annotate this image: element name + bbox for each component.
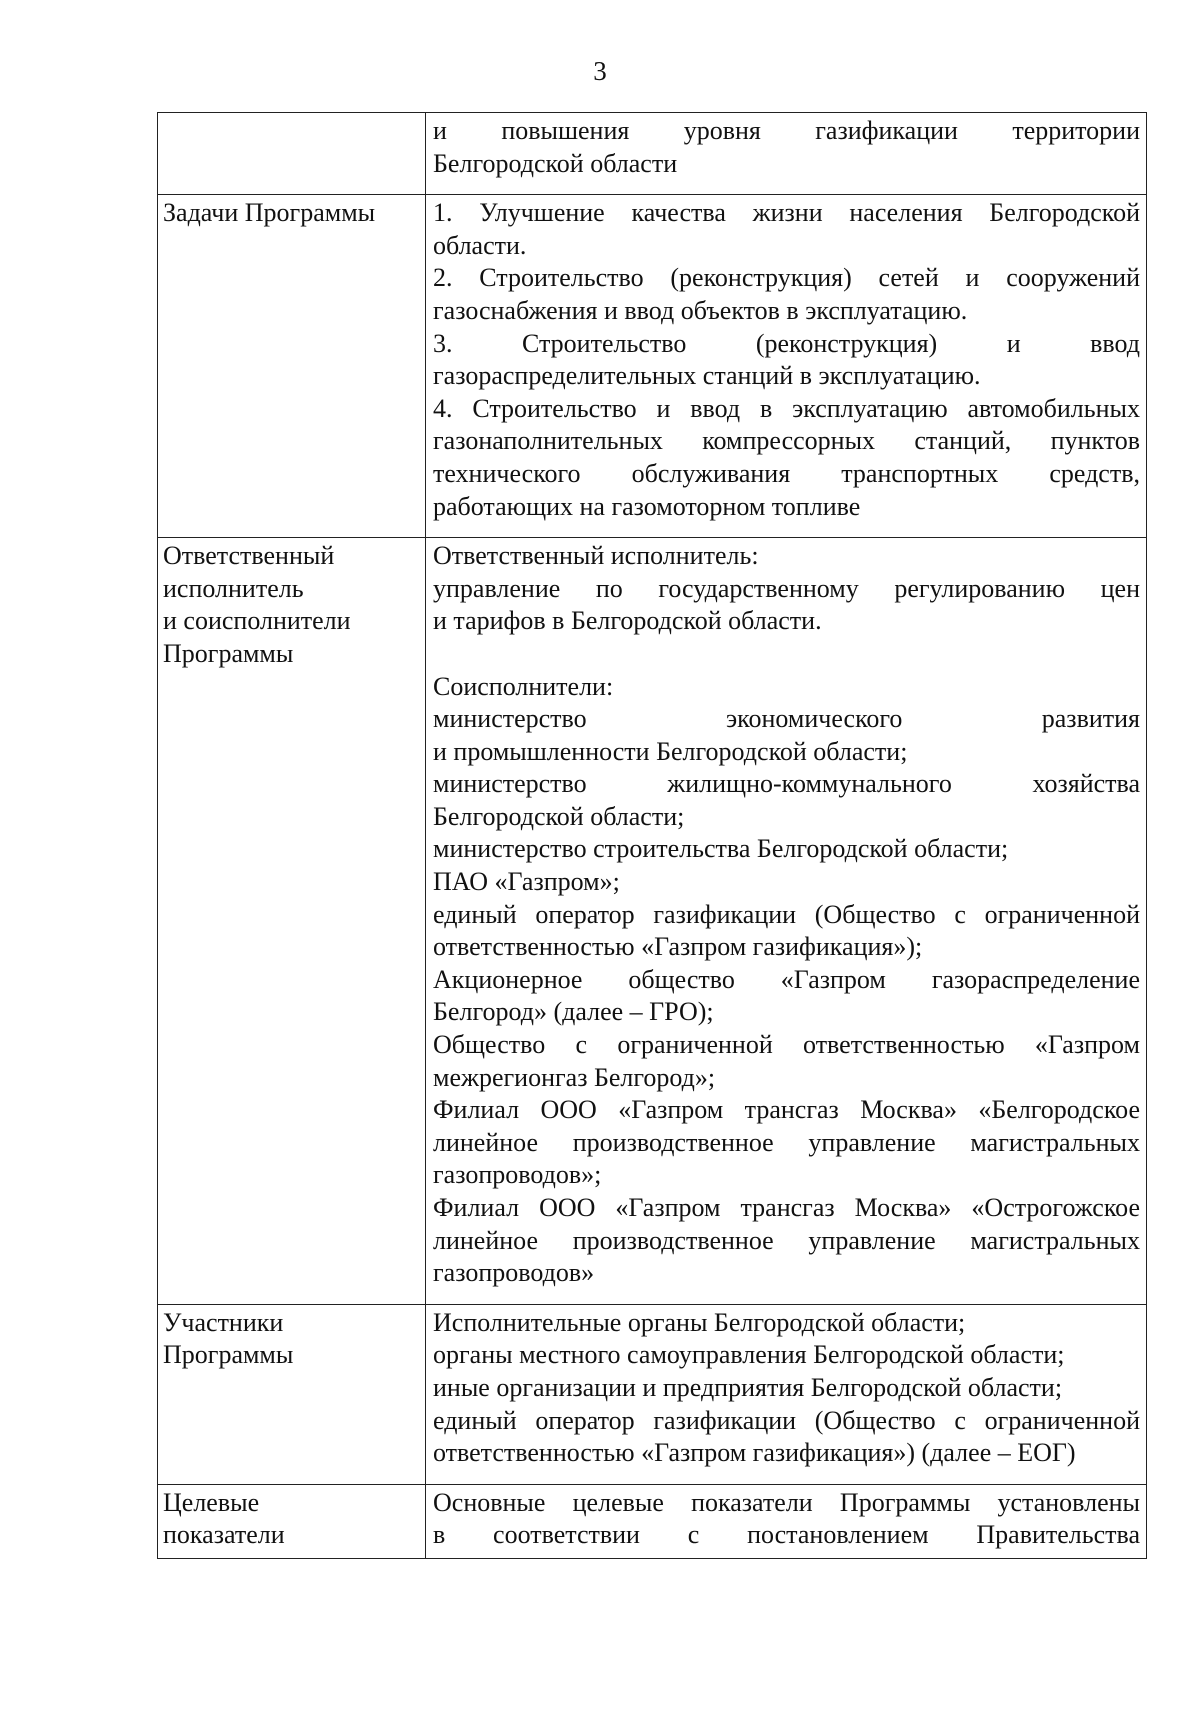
row-content-cell — [426, 1304, 1147, 1484]
content-line: Акционерное общество «Газпром газораспределение — [433, 964, 1140, 994]
content-line: газопроводов» — [433, 1258, 595, 1288]
content-line: 4. Строительство и ввод в эксплуатацию автомобильных — [433, 393, 1140, 423]
content-line: в соответствии с постановлением Правительства — [433, 1520, 1140, 1550]
content-line: органы местного самоуправления Белгородской области; — [433, 1340, 1065, 1370]
row-label-line: Участники — [163, 1307, 284, 1337]
content-line: Белгородской области; — [433, 801, 685, 831]
content-line: министерство экономического развития — [433, 704, 1140, 734]
content-line: управление по государственному регулированию цен — [433, 573, 1140, 603]
content-line: межрегионгаз Белгород»; — [433, 1062, 716, 1092]
row-label-line: Целевые — [163, 1487, 260, 1517]
content-line: и тарифов в Белгородской области. — [433, 606, 822, 636]
row-content-cell — [426, 538, 1147, 1305]
row-label-line: показатели — [163, 1520, 285, 1550]
content-line: Исполнительные органы Белгородской области; — [433, 1307, 966, 1337]
content-line: линейное производственное управление магистральных — [433, 1225, 1140, 1255]
content-line: 1. Улучшение качества жизни населения Белгородской — [433, 198, 1140, 228]
content-line: линейное производственное управление магистральных — [433, 1127, 1140, 1157]
content-line: технического обслуживания транспортных средств, — [433, 458, 1140, 488]
content-line: Белгород» (далее – ГРО); — [433, 997, 714, 1027]
row-label-line: и соисполнители — [163, 606, 351, 636]
content-line: ПАО «Газпром»; — [433, 867, 620, 897]
content-line: газонаполнительных компрессорных станций, пунктов — [433, 426, 1140, 456]
content-line: Филиал ООО «Газпром трансгаз Москва» «Острогожское — [433, 1193, 1140, 1222]
content-line: ответственностью «Газпром газификация»); — [433, 932, 923, 962]
row-label-line: Программы — [163, 1340, 294, 1370]
row-label-line: Задачи Программы — [163, 198, 376, 228]
content-line: министерство жилищно-коммунального хозяйства — [433, 769, 1140, 799]
row-label-cell — [158, 1484, 426, 1558]
content-line: Белгородской области — [433, 148, 678, 178]
row-label-cell — [158, 1304, 426, 1484]
content-line: области. — [433, 230, 527, 260]
row-label-line: Программы — [163, 638, 294, 668]
content-line: газоснабжения и ввод объектов в эксплуатацию. — [433, 295, 968, 325]
content-line: Филиал ООО «Газпром трансгаз Москва» «Белгородское — [433, 1095, 1140, 1125]
content-line: и промышленности Белгородской области; — [433, 736, 908, 766]
row-label-line: Ответственный — [163, 541, 335, 571]
content-line: работающих на газомоторном топливе — [433, 491, 861, 521]
row-content-cell — [426, 113, 1147, 195]
content-line: и повышения уровня газификации территории — [433, 116, 1140, 145]
content-line: иные организации и предприятия Белгородской области; — [433, 1372, 1063, 1402]
content-line: Соисполнители: — [433, 671, 614, 701]
row-content-cell — [426, 1484, 1147, 1558]
content-line: единый оператор газификации (Общество с ограниченной — [433, 899, 1140, 929]
table-row — [158, 1484, 1147, 1558]
blank-line — [433, 638, 1140, 671]
row-label-line: исполнитель — [163, 573, 304, 603]
content-line: единый оператор газификации (Общество с ограниченной — [433, 1405, 1140, 1435]
content-line: 2. Строительство (реконструкция) сетей и сооружений — [433, 263, 1140, 293]
row-label-cell — [158, 195, 426, 538]
table-row — [158, 113, 1147, 195]
content-line: газопроводов»; — [433, 1160, 602, 1190]
table-row — [158, 195, 1147, 538]
content-line: Основные целевые показатели Программы установлены — [433, 1487, 1140, 1517]
content-line: ответственностью «Газпром газификация») (далее – ЕОГ) — [433, 1438, 1076, 1468]
row-label-cell — [158, 538, 426, 1305]
program-passport-table — [157, 112, 1147, 1559]
table-body — [158, 113, 1147, 1559]
table-row — [158, 538, 1147, 1305]
content-line: министерство строительства Белгородской области; — [433, 834, 1009, 864]
content-line: Общество с ограниченной ответственностью «Газпром — [433, 1030, 1140, 1060]
content-line: газораспределительных станций в эксплуатацию. — [433, 361, 981, 391]
content-line: 3. Строительство (реконструкция) и ввод — [433, 328, 1140, 358]
content-line: Ответственный исполнитель: — [433, 541, 759, 571]
row-label-cell — [158, 113, 426, 195]
page-number: 3 — [593, 56, 607, 86]
table-row — [158, 1304, 1147, 1484]
row-content-cell — [426, 195, 1147, 538]
